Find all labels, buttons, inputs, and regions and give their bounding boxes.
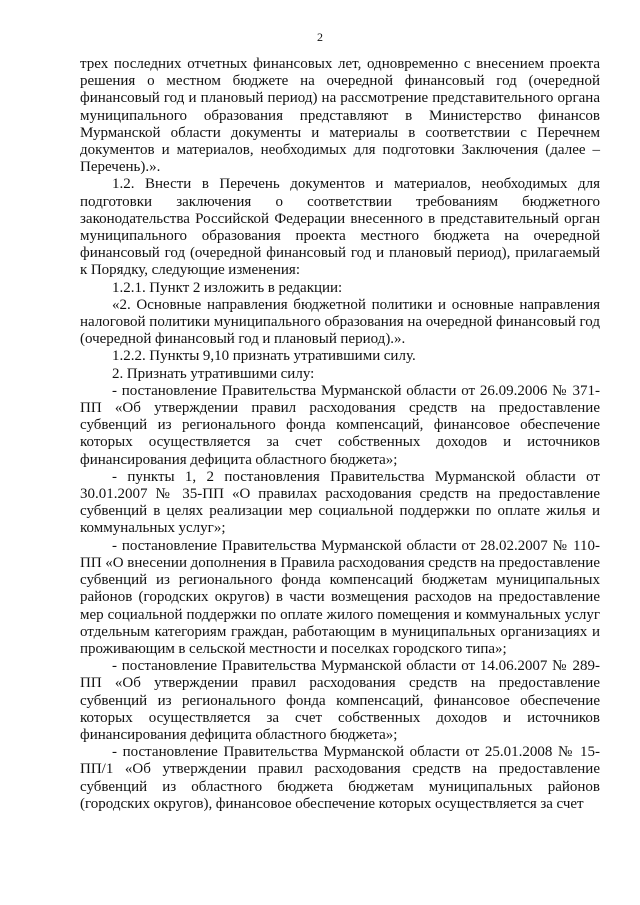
list-item-resolution-289: - постановление Правительства Мурманской области от 14.06.2007 № 289-ПП «Об утверждении правил расходования средств на предоставление субвенций из регионального фонда компенсаций, финансовое обеспечение которых осуществляется за счет собственных доходов и источников финансирования дефицита областного бюджета»;: [80, 658, 600, 743]
list-item-resolution-35: - пункты 1, 2 постановления Правительства Мурманской области от 30.01.2007 № 35-ПП «О правилах расходования средств на предоставление субвенций в целях реализации мер социальной поддержки по оплате жилья и коммунальных услуг»;: [80, 468, 600, 537]
paragraph-item-1-2: 1.2. Внести в Перечень документов и материалов, необходимых для подготовки заключения о соответствии требованиям бюджетного законодательства Российской Федерации внесенного в представительный орган муниципального образования проекта местного бюджета на очередной финансовый год (очередной финансовый год и плановый период), прилагаемый к Порядку, следующие изменения:: [80, 176, 600, 279]
document-body: [80, 56, 600, 813]
paragraph-quote-item-2: «2. Основные направления бюджетной политики и основные направления налоговой политики муниципального образования на очередной финансовый год (очередной финансовый год и плановый период).».: [80, 296, 600, 348]
paragraph-item-1-2-1: 1.2.1. Пункт 2 изложить в редакции:: [112, 279, 343, 296]
list-item-resolution-371: - постановление Правительства Мурманской области от 26.09.2006 № 371-ПП «Об утверждении правил расходования средств на предоставление субвенций из регионального фонда компенсаций, финансовое обеспечение которых осуществляется за счет собственных доходов и источников финансирования дефицита областного бюджета»;: [80, 382, 600, 468]
page-number: 2: [317, 30, 323, 44]
list-item-resolution-15: - постановление Правительства Мурманской области от 25.01.2008 № 15-ПП/1 «Об утверждении правил расходования средств на предоставление субвенций из областного бюджета бюджетам муниципальных районов (городских округов), финансовое обеспечение которых осуществляется за счет: [80, 744, 600, 812]
paragraph-continuation: трех последних отчетных финансовых лет, одновременно с внесением проекта решения о местном бюджете на очередной финансовый год (очередной финансовый год и плановый период) на рассмотрение представительного органа муниципального образования представляют в Министерство финансов Мурманской области документы и материалы в соответствии с Перечнем документов и материалов, необходимых для подготовки Заключения (далее – Перечень).».: [80, 56, 600, 176]
paragraph-item-2: 2. Признать утратившими силу:: [112, 365, 315, 382]
paragraph-item-1-2-2: 1.2.2. Пункты 9,10 признать утратившими силу.: [112, 348, 416, 365]
list-item-resolution-110: - постановление Правительства Мурманской области от 28.02.2007 № 110-ПП «О внесении дополнения в Правила расходования средств на предоставление субвенций из регионального фонда компенсаций бюджетам муниципальных районов (городских округов) в части возмещения расходов на предоставление мер социальной поддержки по оплате жилого помещения и коммунальных услуг отдельным категориям граждан, работающим в муниципальных организациях и проживающим в сельской местности и поселках городского типа»;: [80, 537, 600, 657]
